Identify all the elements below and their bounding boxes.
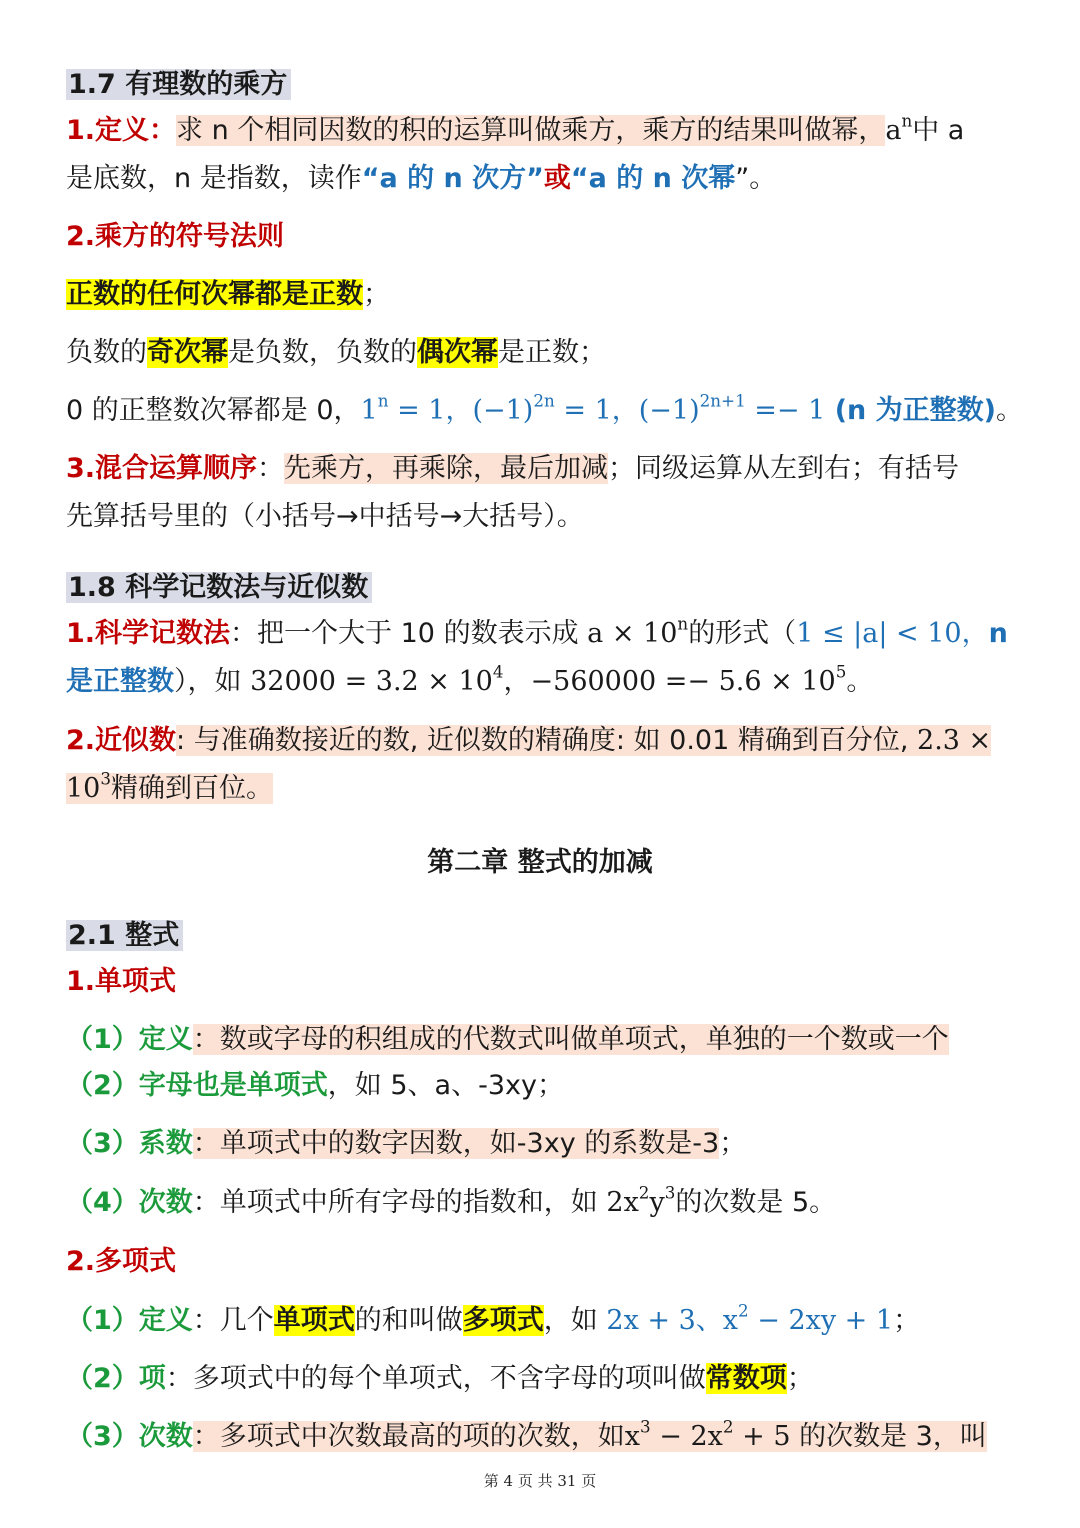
chapter-title: 第二章 整式的加减 xyxy=(427,847,653,878)
section-title: 1.8 科学记数法与近似数 xyxy=(66,572,372,603)
degree-example: $2x^2y^3$ xyxy=(606,1182,676,1218)
scientific-form-rest: 的形式（ xyxy=(688,618,797,649)
mixed-order-rest: ；同级运算从左到右；有括号 xyxy=(608,453,960,484)
reading-or: 或 xyxy=(543,163,571,194)
item-number: （3） xyxy=(66,1128,139,1159)
item-text: ，如 5、a、-3xy； xyxy=(327,1070,564,1101)
positive-rule-end: ； xyxy=(363,279,390,310)
item-label: 次数 xyxy=(138,1187,193,1218)
scientific-form: $a \times 10^n$ xyxy=(587,613,689,649)
zero-note: (n 为正整数) xyxy=(825,395,997,426)
section-2-1-heading xyxy=(66,915,183,957)
mixed-order-text: 先乘方，再乘除，最后加减 xyxy=(284,453,609,484)
item-end: ； xyxy=(719,1128,747,1159)
definition-label: 1.定义： xyxy=(66,115,177,146)
section-1-7-heading xyxy=(66,64,291,106)
polynomial-highlight: 多项式 xyxy=(462,1305,544,1336)
constant-term-highlight: 常数项 xyxy=(705,1363,787,1394)
polynomial-example: 2x + 3、$x^2 - 2xy + 1$ xyxy=(606,1300,894,1336)
section-title: 1.7 有理数的乘方 xyxy=(66,69,291,100)
zero-end: 。 xyxy=(996,395,1024,426)
item-number: （1） xyxy=(66,1024,139,1055)
item-label: 定义 xyxy=(138,1305,193,1336)
zero-text: 0 的正整数次幂都是 0， xyxy=(66,395,361,426)
scientific-example-1: $32000 = 3.2 \times 10^4$ xyxy=(250,661,504,697)
polynomial-item-1 xyxy=(66,1300,920,1342)
scientific-end: 。 xyxy=(846,666,874,697)
item-end: ； xyxy=(786,1363,814,1394)
definition-line-2 xyxy=(66,158,776,200)
approx-text: : 与准确数接近的数, 近似数的精确度: 如 0.01 精确到百分位, 2.3 × xyxy=(176,725,992,756)
section-1-8-heading xyxy=(66,567,372,609)
zero-rule xyxy=(66,390,1023,432)
positive-rule-text: 正数的任何次幂都是正数 xyxy=(66,279,363,310)
mixed-order-line-2 xyxy=(66,496,584,538)
item-text: ：数或字母的积组成的代数式叫做单项式，单独的一个数或一个 xyxy=(192,1024,949,1055)
reading-end: ”。 xyxy=(735,163,777,194)
definition-tail: 中 a xyxy=(912,115,965,146)
definition-line-1 xyxy=(66,110,964,152)
section-title: 2.1 整式 xyxy=(66,920,183,951)
monomial-item-2 xyxy=(66,1065,564,1107)
page-footer: 第 4 页 共 31 页 xyxy=(483,1472,597,1490)
item-end: 的次数是 5。 xyxy=(675,1187,837,1218)
neg-text-a: 负数的 xyxy=(66,337,147,368)
mixed-colon: ： xyxy=(257,453,285,484)
mixed-order-line-1 xyxy=(66,448,959,490)
definition-text-2: 是底数，n 是指数，读作 xyxy=(66,163,362,194)
item-label: 项 xyxy=(138,1363,166,1394)
reading-2: “a 的 n 次幂 xyxy=(570,163,736,194)
polynomial-item-3 xyxy=(66,1416,987,1458)
item-text-c: ，如 xyxy=(543,1305,607,1336)
even-power-highlight: 偶次幂 xyxy=(417,337,498,368)
approx-label: 2.近似数 xyxy=(66,725,177,756)
item-text-b: 的和叫做 xyxy=(354,1305,463,1336)
scientific-sep: ， xyxy=(503,666,531,697)
odd-power-highlight: 奇次幂 xyxy=(147,337,228,368)
item-text-a: ：几个 xyxy=(192,1305,274,1336)
item-text: ：单项式中所有字母的指数和，如 xyxy=(192,1187,607,1218)
approx-line-2 xyxy=(66,768,273,810)
scientific-condition-n: n xyxy=(988,618,1008,649)
neg-text-c: 是正数； xyxy=(498,337,606,368)
item-number: （4） xyxy=(66,1187,139,1218)
scientific-line-2 xyxy=(66,661,873,703)
polynomial-heading xyxy=(66,1241,176,1283)
zero-formula: $1^n = 1$，$(-1)^{2n} = 1$，$(-1)^{2n+1} =- 1$ xyxy=(360,390,826,426)
positive-rule xyxy=(66,274,390,316)
polynomial-item-2 xyxy=(66,1358,814,1400)
item-label: 系数 xyxy=(138,1128,193,1159)
item-label: 次数 xyxy=(138,1421,193,1452)
item-end: ； xyxy=(893,1305,921,1336)
reading-1: “a 的 n 次方” xyxy=(361,163,544,194)
item-number: （2） xyxy=(66,1070,139,1101)
sign-rule-label: 2.乘方的符号法则 xyxy=(66,221,285,252)
negative-rule xyxy=(66,332,606,374)
item-text: ：单项式中的数字因数，如-3xy 的系数是-3 xyxy=(192,1128,720,1159)
approx-text-2: $10^3$精确到百位。 xyxy=(66,768,274,804)
item-label: 定义 xyxy=(138,1024,193,1055)
item-text: ：多项式中的每个单项式，不含字母的项叫做 xyxy=(165,1363,706,1394)
monomial-heading xyxy=(66,961,176,1003)
item-number: （3） xyxy=(66,1421,139,1452)
scientific-text: ：把一个大于 10 的数表示成 xyxy=(230,618,588,649)
scientific-label: 1.科学记数法 xyxy=(66,618,231,649)
scientific-line-1 xyxy=(66,613,1008,655)
power-notation: $a^n$ xyxy=(885,110,913,146)
monomial-highlight: 单项式 xyxy=(273,1305,355,1336)
scientific-example-intro: ），如 xyxy=(174,666,251,697)
sign-rule-heading xyxy=(66,216,284,258)
polynomial-label: 2.多项式 xyxy=(66,1246,177,1277)
scientific-condition: 1 ≤ |a| < 10， xyxy=(796,618,989,649)
mixed-order-label: 3.混合运算顺序 xyxy=(66,453,258,484)
item-number: （1） xyxy=(66,1305,139,1336)
item-label: 字母也是单项式 xyxy=(138,1070,328,1101)
item-number: （2） xyxy=(66,1363,139,1394)
mixed-order-text-2: 先算括号里的（小括号→中括号→大括号）。 xyxy=(66,501,584,532)
neg-text-b: 是负数，负数的 xyxy=(228,337,417,368)
definition-text: 求 n 个相同因数的积的运算叫做乘方，乘方的结果叫做幂， xyxy=(176,115,886,146)
monomial-item-1 xyxy=(66,1019,949,1061)
approx-line-1 xyxy=(66,720,991,762)
monomial-item-4 xyxy=(66,1182,836,1224)
scientific-example-2: $-560000 =- 5.6 \times 10^5$ xyxy=(530,661,847,697)
monomial-label: 1.单项式 xyxy=(66,966,177,997)
monomial-item-3 xyxy=(66,1123,746,1165)
item-text: ：多项式中次数最高的项的次数，如$x^3 - 2x^2 + 5$ 的次数是 3，叫 xyxy=(192,1416,987,1452)
scientific-condition-2: 是正整数 xyxy=(66,666,174,697)
